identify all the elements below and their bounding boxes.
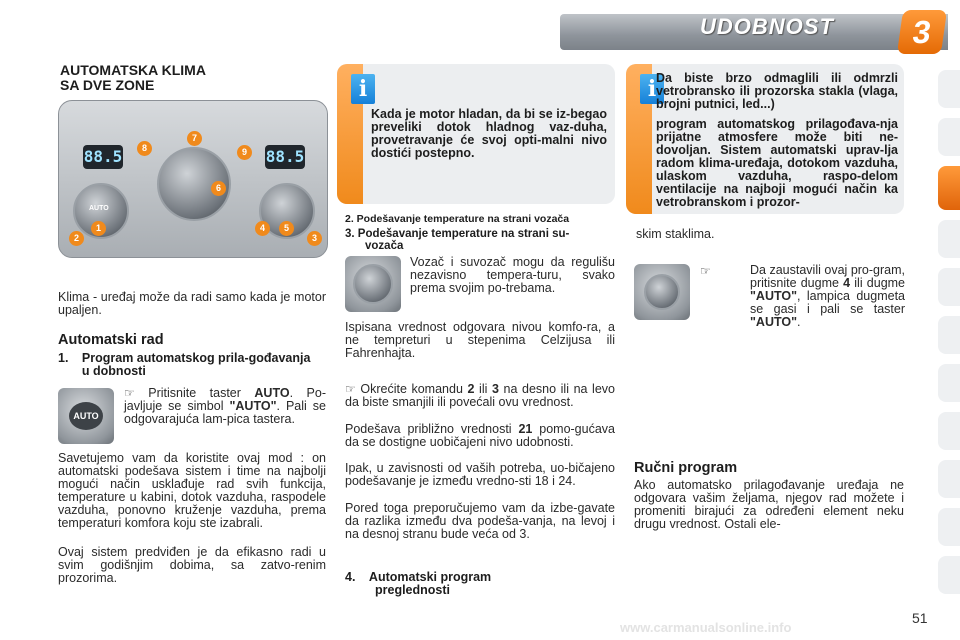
info-box-cold-engine (337, 64, 615, 204)
side-tab-9[interactable] (938, 460, 960, 498)
turn-knob-instruction: ☞ Okrećite komandu 2 ili 3 na desno ili na levo da biste smanjili ili povećali ovu vrednost. (345, 382, 615, 409)
auto-button-image (58, 388, 114, 444)
side-tab-active[interactable] (938, 166, 960, 210)
section-title-line2: SA DVE ZONE (60, 77, 155, 93)
callout-4: 4 (255, 221, 270, 236)
callout-9: 9 (237, 145, 252, 160)
item1-instructions (124, 387, 326, 426)
defog-continuation: skim staklima. (636, 227, 715, 241)
manual-mode-paragraph: Ako automatsko prilagođavanje uređaja ne odgovara vašim željama, njegov rad možete i promeniti birajući za određeni element neku drugu vrednost. Ostali ele- (634, 478, 904, 531)
stop-program-instruction: Da zaustavili ovaj pro-gram, pritisnite dugme 4 ili dugme "AUTO", lampica dugmeta se gasi i pali se taster "AUTO". (750, 263, 906, 329)
left-temp-display: 88.5 (83, 145, 123, 169)
auto-button-label: AUTO (69, 402, 103, 430)
info-text-cold-engine: Kada je motor hladan, da bi se iz-begao preveliki dotok hladnog vaz-duha, provetravanje će svoj opti-malni nivo dostići postepno. (371, 107, 607, 160)
manual-mode-heading: Ručni program (634, 460, 738, 476)
paragraph-recommend-auto: Savetujemo vam da koristite ovaj mod : on automatski podešava sistem i time na najbolji mogući način usklađuje rad svih funkcija, temperature u kabini, dotok vazduha, raspodele vazduha, ponovno kruženje vazduha, prema temperaturi komfora koju ste izabrali. (58, 451, 326, 530)
display-value-note: Ispisana vrednost odgovara nivou komfo-ra, a ne tempreturi u stepenima Celzijusa ili Fahrenhajta. (345, 320, 615, 360)
defog-body: program automatskog prilagođava-nja prijatne atmosfere može biti ne-dovoljan. Sistem automatski uprav-lja radom klima-uređaja, dotokom vazduha, ulaskom vazduha, raspo-delom ventilacije na najboji mogući način ka vetrobranskom i prozor- (656, 117, 898, 209)
watermark: www.carmanualsonline.info (620, 620, 792, 635)
needs-paragraph: Ipak, u zavisnosti od vaših potreba, uo-bičajeno podešavanje je između vredno-sti 18 i 24. (345, 461, 615, 488)
automatic-mode-heading: Automatski rad (58, 332, 164, 348)
side-tab-1[interactable] (938, 70, 960, 108)
chapter-number-badge: 3 (897, 10, 947, 54)
side-tab-7[interactable] (938, 364, 960, 402)
info-icon: i (351, 74, 375, 104)
paragraph-all-seasons: Ovaj sistem predviđen je da efikasno radi u svim godišnjim dobima, sa zatvo-renim prozorima. (58, 545, 326, 585)
info-icon: i (640, 74, 664, 104)
temp-knob-icon (353, 264, 393, 304)
callout-1: 1 (91, 221, 106, 236)
callout-2: 2 (69, 231, 84, 246)
approx-value-paragraph: Podešava približno vrednosti 21 pomo-gućava da se dostigne uobičajeni nivo udobnosti. (345, 422, 615, 449)
item3-heading: 3. Podešavanje temperature na strani su- vozača (345, 228, 570, 252)
panel-auto-label: AUTO (89, 205, 109, 212)
item1-number: 1. (58, 351, 69, 365)
difference-paragraph: Pored toga preporučujemo vam da izbe-gavate da razlika između dva podeša-vanja, na levoj i na desnoj stranu bude veća od 3. (345, 501, 615, 541)
side-tab-6[interactable] (938, 316, 960, 354)
side-tab-10[interactable] (938, 508, 960, 546)
callout-3: 3 (307, 231, 322, 246)
pointer-icon: ☞ (124, 386, 135, 400)
side-tab-5[interactable] (938, 268, 960, 306)
callout-6: 6 (211, 181, 226, 196)
pointer-icon: ☞ (700, 264, 711, 278)
item2-heading: 2. Podešavanje temperature na strani vozača (345, 213, 570, 225)
defog-knob-icon (644, 274, 680, 310)
chapter-title: UDOBNOST (700, 14, 834, 39)
climate-panel-illustration (58, 100, 328, 258)
info-box-defog (626, 64, 904, 214)
defog-button-image (634, 264, 690, 320)
knob-description: Vozač i suvozač mogu da regulišu nezavisno tempera-turu, svako prema svojim po-trebama. (410, 255, 615, 295)
intro-paragraph: Klima - uređaj može da radi samo kada je motor upaljen. (58, 290, 326, 317)
item1-line1: ☞ Pritisnite taster AUTO. Po- javljuje se simbol "AUTO". Pali se odgovarajuća lam-pica tastera. (124, 386, 326, 426)
side-tab-4[interactable] (938, 220, 960, 258)
defog-title: Da biste brzo odmaglili ili odmrzli vetrobransko ili prozorska stakla (vlaga, brojni putnici, led...) (656, 71, 898, 111)
item1-heading (58, 352, 328, 378)
side-tab-11[interactable] (938, 556, 960, 594)
temp-knob-image (345, 256, 401, 312)
side-tab-8[interactable] (938, 412, 960, 450)
section-title (60, 63, 206, 93)
section-title-line1: AUTOMATSKA KLIMA (60, 62, 206, 78)
item4-heading: 4. Automatski program preglednosti (345, 570, 492, 597)
callout-7: 7 (187, 131, 202, 146)
pointer-icon: ☞ (345, 382, 356, 396)
right-temp-display: 88.5 (265, 145, 305, 169)
callout-8: 8 (137, 141, 152, 156)
side-tab-2[interactable] (938, 118, 960, 156)
callout-5: 5 (279, 221, 294, 236)
item1-title: Program automatskog prila-gođavanja u dobnosti (81, 351, 311, 378)
page-number: 51 (912, 610, 928, 626)
